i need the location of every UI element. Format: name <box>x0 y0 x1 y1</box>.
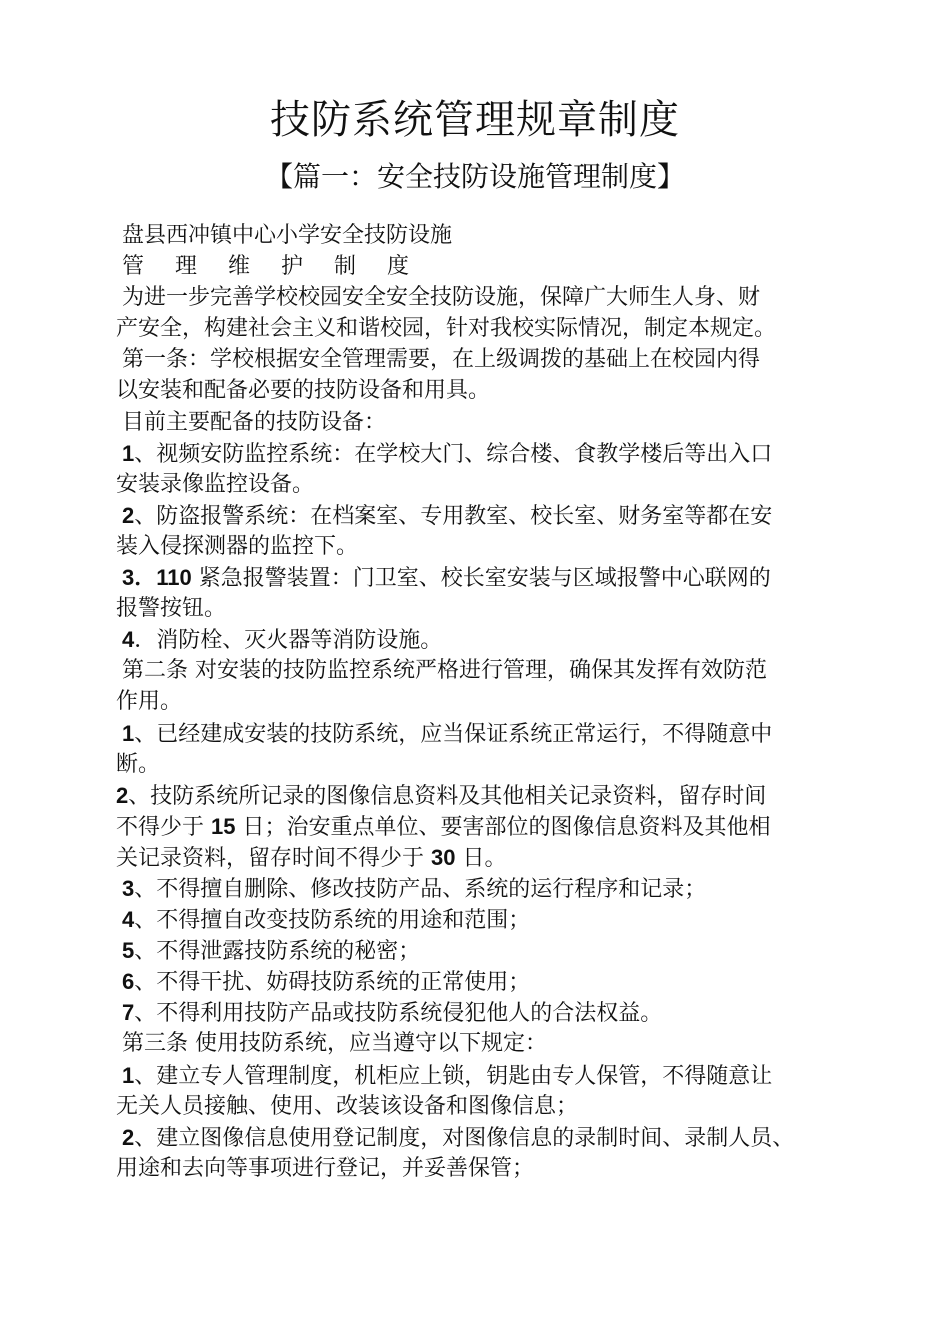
body-line: 不得少于 15 日；治安重点单位、要害部位的图像信息资料及其他相 <box>116 813 771 840</box>
document-body <box>116 220 861 1184</box>
body-line: 为进一步完善学校校园安全安全技防设施，保障广大师生人身、财 <box>122 285 761 311</box>
body-line: 4．消防栓、灭火器等消防设施。 <box>122 627 443 654</box>
body-line: 1、视频安防监控系统：在学校大门、综合楼、食教学楼后等出入口 <box>122 440 773 467</box>
body-line: 6、不得干扰、妨碍技防系统的正常使用； <box>122 969 531 996</box>
body-line: 1、已经建成安装的技防系统，应当保证系统正常运行，不得随意中 <box>122 720 773 747</box>
body-line: 5、不得泄露技防系统的秘密； <box>122 938 421 965</box>
body-line: 4、不得擅自改变技防系统的用途和范围； <box>122 907 531 934</box>
body-line: 报警按钮。 <box>116 596 227 622</box>
body-line: 以安装和配备必要的技防设备和用具。 <box>116 378 491 404</box>
body-line: 7、不得利用技防产品或技防系统侵犯他人的合法权益。 <box>122 1000 663 1027</box>
body-line: 3、不得擅自删除、修改技防产品、系统的运行程序和记录； <box>122 875 707 902</box>
body-line: 产安全，构建社会主义和谐校园，针对我校实际情况，制定本规定。 <box>116 316 777 342</box>
document-title: 技防系统管理规章制度 <box>270 97 680 143</box>
body-line: 目前主要配备的技防设备： <box>122 409 387 435</box>
body-line: 1、建立专人管理制度，机柜应上锁，钥匙由专人保管，不得随意让 <box>122 1062 773 1089</box>
body-line: 2、技防系统所记录的图像信息资料及其他相关记录资料，留存时间 <box>116 782 767 809</box>
body-line: 无关人员接触、使用、改装该设备和图像信息； <box>116 1093 579 1119</box>
body-line: 安装录像监控设备。 <box>116 471 315 497</box>
body-line: 第三条 使用技防系统，应当遵守以下规定： <box>122 1031 547 1057</box>
body-line: 2、建立图像信息使用登记制度，对图像信息的录制时间、录制人员、 <box>122 1124 795 1151</box>
body-line: 3．110 紧急报警装置：门卫室、校长室安装与区域报警中心联网的 <box>122 565 771 592</box>
body-line: 管 理 维 护 制 度 <box>122 254 421 280</box>
body-line: 2、防盗报警系统：在档案室、专用教室、校长室、财务室等都在安 <box>122 502 773 529</box>
body-line: 断。 <box>116 751 161 777</box>
body-line: 第二条 对安装的技防监控系统严格进行管理，确保其发挥有效防范 <box>122 658 767 684</box>
body-line: 装入侵探测器的监控下。 <box>116 533 359 559</box>
body-line: 用途和去向等事项进行登记，并妥善保管； <box>116 1155 535 1181</box>
body-line: 关记录资料，留存时间不得少于 30 日。 <box>116 844 507 871</box>
body-line: 作用。 <box>116 689 183 715</box>
document-subtitle: 【篇一：安全技防设施管理制度】 <box>264 160 685 193</box>
body-line: 第一条：学校根据安全管理需要，在上级调拨的基础上在校园内得 <box>122 347 761 373</box>
body-line: 盘县西冲镇中心小学安全技防设施 <box>122 223 453 248</box>
